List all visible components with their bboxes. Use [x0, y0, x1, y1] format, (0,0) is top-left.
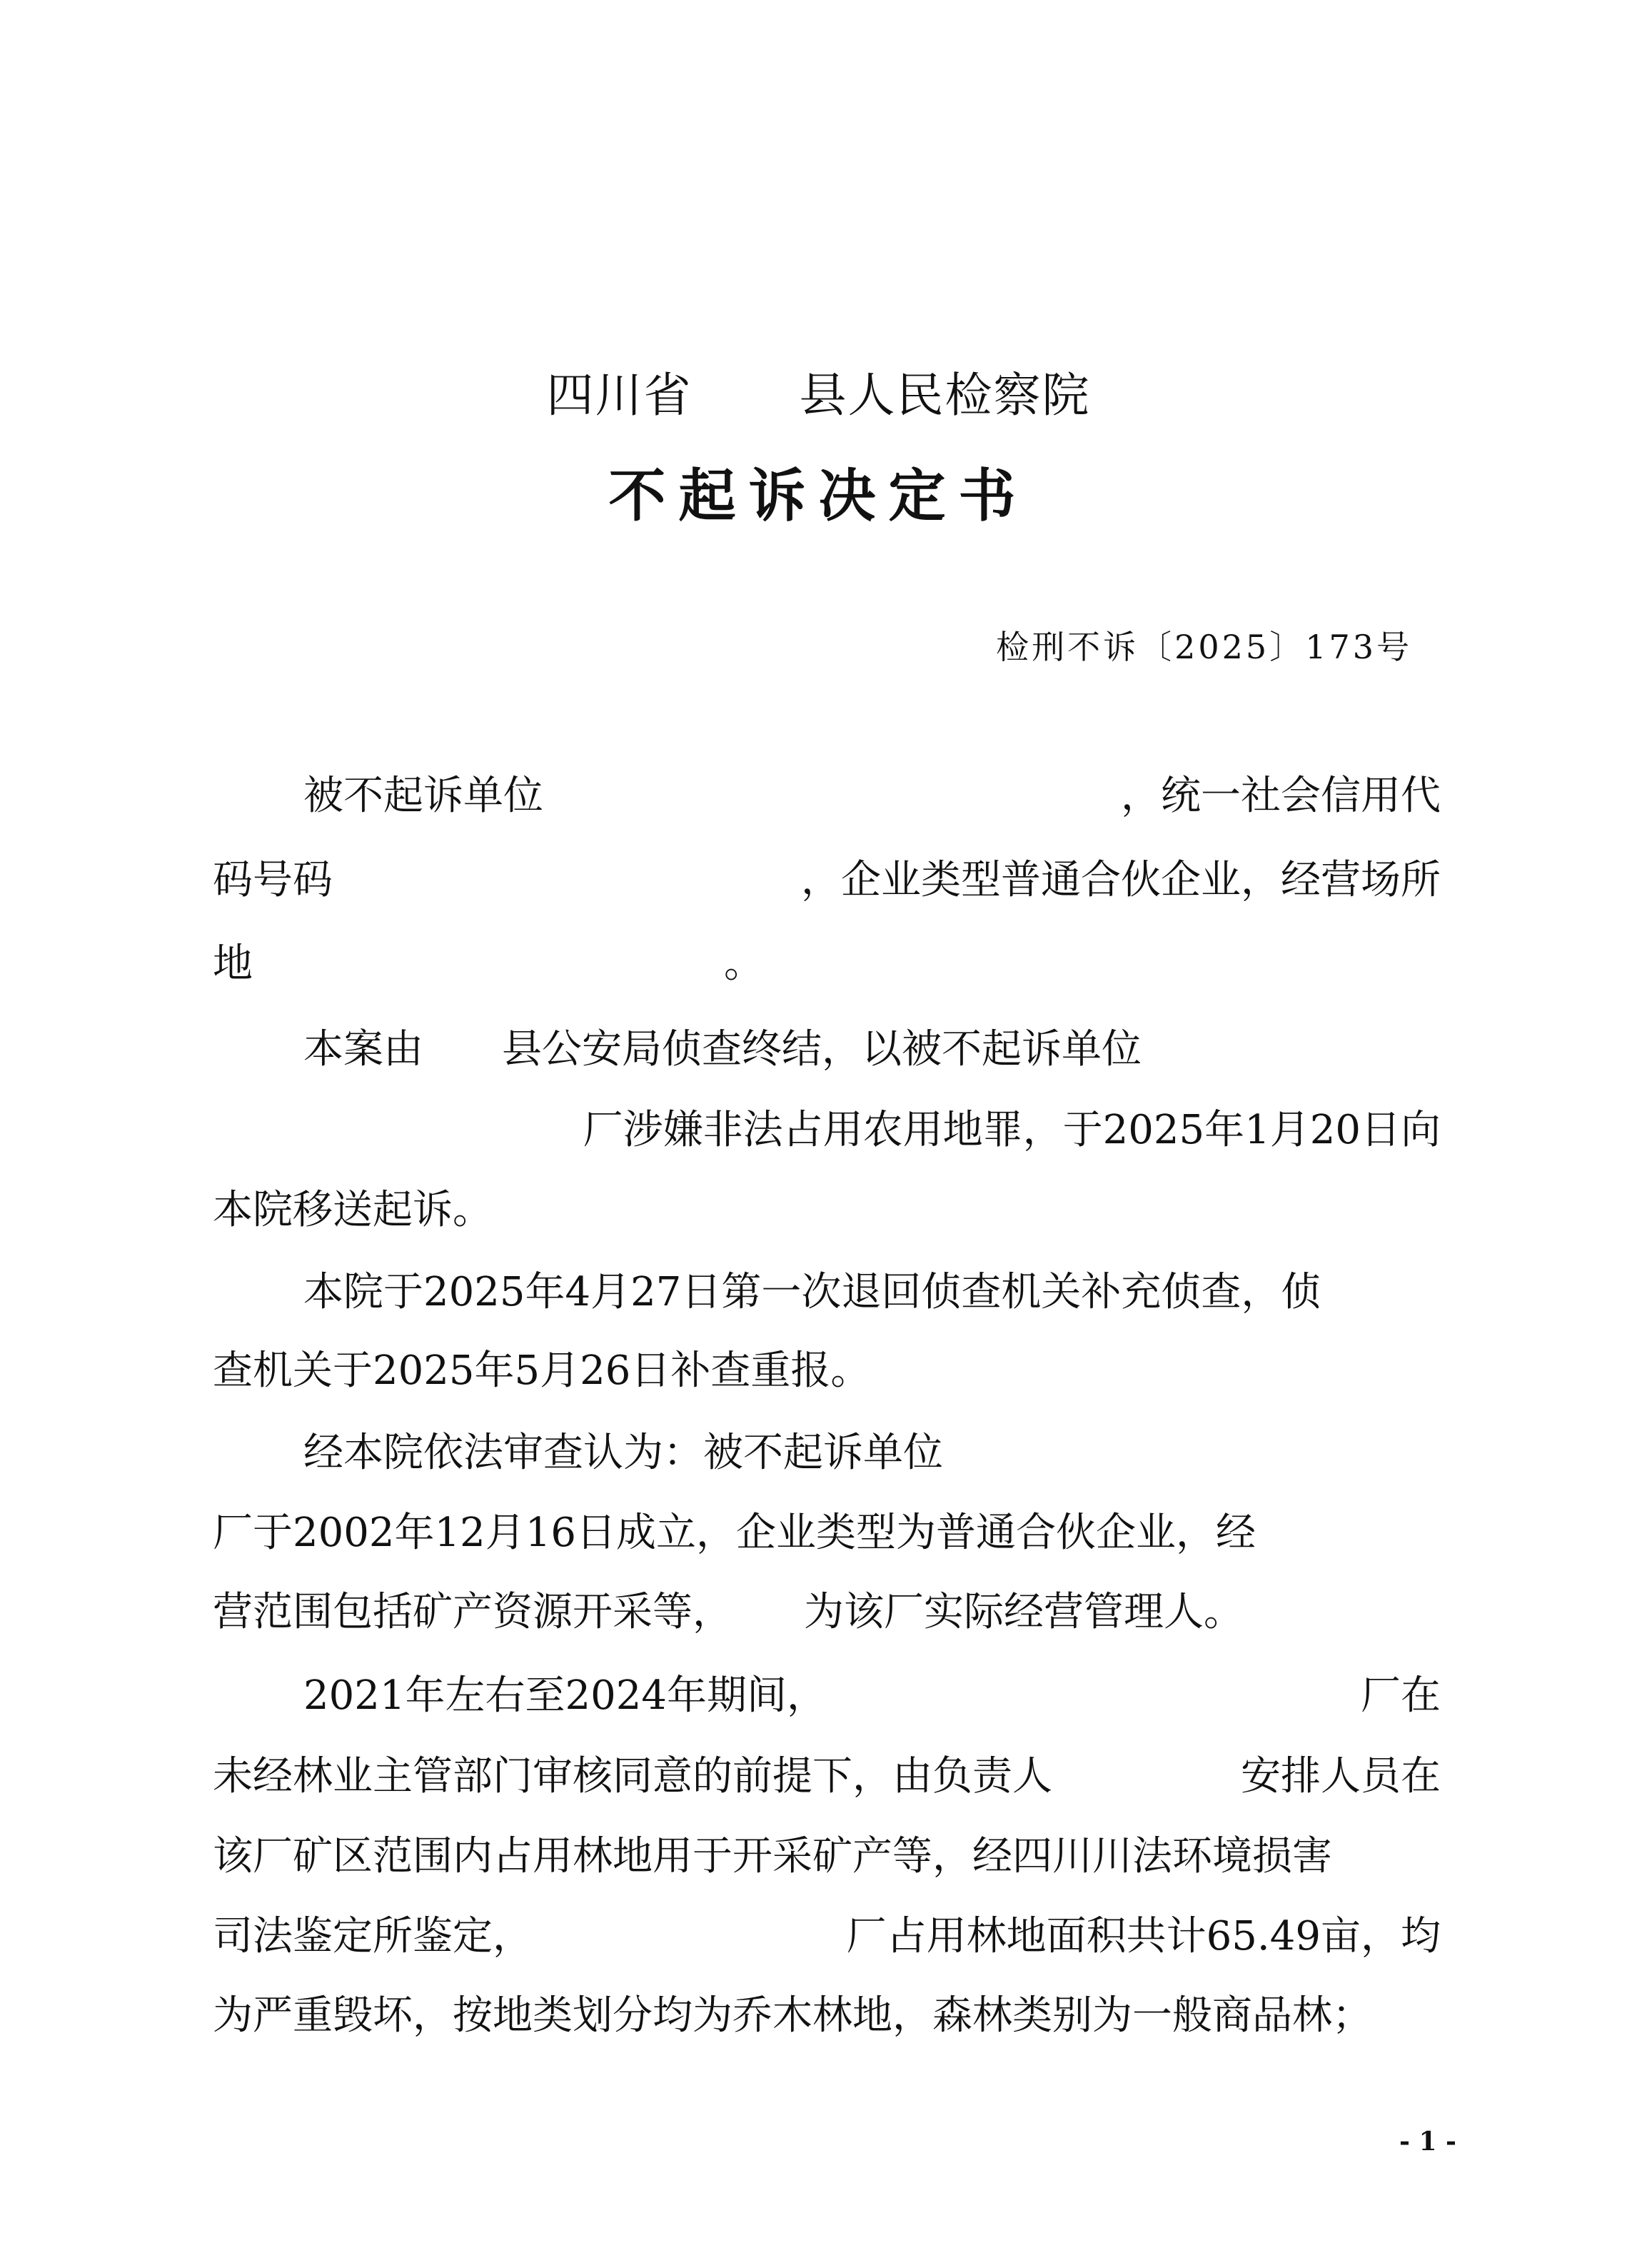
paragraph-line: [213, 1182, 1441, 1239]
text-segment: 厂占用林地面积共计65.49亩，均: [846, 1913, 1441, 1960]
paragraph-line: [213, 852, 1441, 909]
paragraph-line: [303, 1425, 1441, 1482]
paragraph-line: [213, 1828, 1441, 1885]
paragraph-line: [303, 1021, 1441, 1078]
paragraph-line: [303, 768, 1441, 825]
text-segment: ，统一社会信用代: [1121, 773, 1441, 819]
paragraph-line: [213, 1102, 1441, 1159]
text-segment: 。: [724, 940, 764, 987]
org-suffix: 县人民检察院: [799, 368, 1091, 423]
text-segment: 本院移送起诉。: [213, 1187, 493, 1233]
text-segment: 未经林业主管部门审核同意的前提下，由负责人: [213, 1753, 1052, 1800]
paragraph-line: [213, 1748, 1441, 1805]
text-segment: 地: [213, 940, 253, 987]
paragraph-line: [213, 1343, 1441, 1400]
paragraph-line: [303, 1667, 1441, 1725]
paragraph-line: [213, 935, 1441, 993]
document-number: 检刑不诉〔2025〕173号: [996, 628, 1412, 666]
text-segment: 为该厂实际经营管理人。: [804, 1589, 1244, 1635]
text-segment: 本案由: [303, 1026, 423, 1073]
text-segment: 该厂矿区范围内占用林地用于开采矿产等，经四川川法环境损害: [213, 1833, 1332, 1880]
text-segment: 司法鉴定所鉴定，: [213, 1913, 533, 1960]
text-segment: ，企业类型普通合伙企业，经营场所: [801, 857, 1441, 903]
text-segment: 县公安局侦查终结，以被不起诉单位: [502, 1026, 1142, 1073]
text-segment: 营范围包括矿产资源开采等，: [213, 1589, 732, 1635]
text-segment: 安排人员在: [1241, 1753, 1441, 1800]
text-segment: 厂在: [1361, 1672, 1441, 1719]
text-segment: 2021年左右至2024年期间，: [303, 1672, 827, 1719]
text-segment: 厂于2002年12月16日成立，企业类型为普通合伙企业，经: [213, 1510, 1256, 1556]
text-segment: 被不起诉单位: [303, 773, 543, 819]
paragraph-line: [213, 1908, 1441, 1965]
text-segment: 为严重毁坏，按地类划分均为乔木林地，森林类别为一般商品林；: [213, 1992, 1372, 2039]
org-prefix: 四川省: [546, 368, 692, 423]
document-title: 不起诉决定书: [608, 462, 1029, 529]
procuratorate-name: [0, 357, 1637, 425]
paragraph-line: [213, 1584, 1441, 1641]
text-segment: 厂涉嫌非法占用农用地罪，于2025年1月20日向: [583, 1107, 1441, 1153]
paragraph-line: [303, 1264, 1441, 1321]
text-segment: 经本院依法审查认为：被不起诉单位: [303, 1430, 943, 1476]
text-segment: 本院于2025年4月27日第一次退回侦查机关补充侦查，侦: [303, 1269, 1321, 1315]
paragraph-line: [213, 1987, 1441, 2044]
text-segment: 码号码: [213, 857, 333, 903]
text-segment: 查机关于2025年5月26日补查重报。: [213, 1348, 871, 1394]
paragraph-line: [213, 1505, 1441, 1562]
page-number: - 1 -: [1399, 2127, 1456, 2157]
